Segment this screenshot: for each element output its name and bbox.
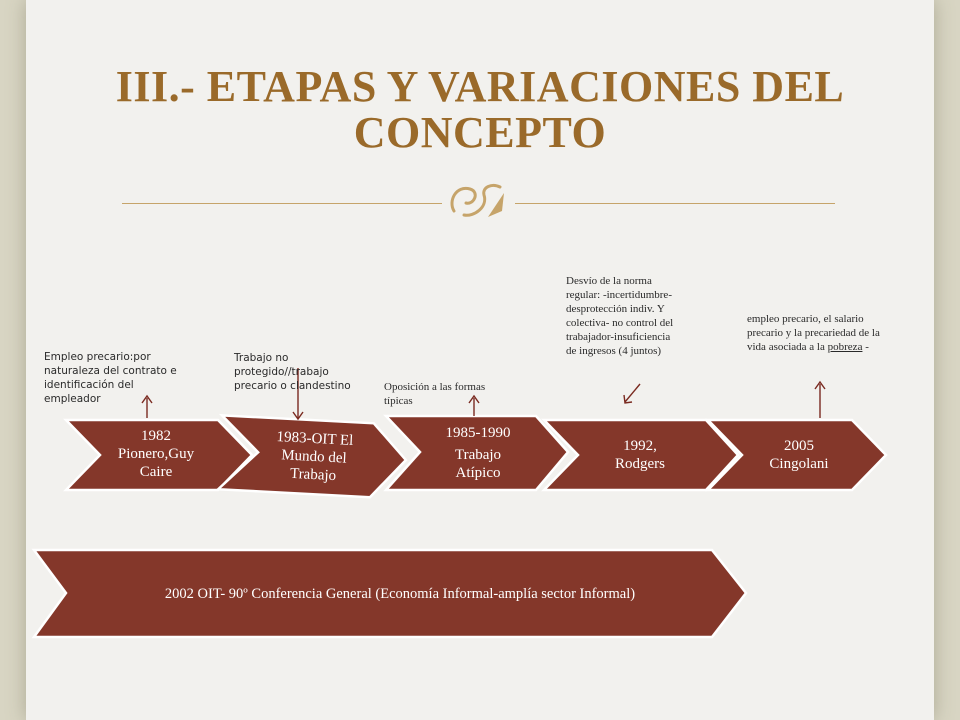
arrow-diag-4 <box>625 384 640 402</box>
note-2005-dash: - <box>862 341 869 353</box>
note-1992-line: de ingresos (4 juntos) <box>566 345 662 357</box>
note-2005 <box>747 312 917 354</box>
chevron-1983-line-1: 1983-OIT El <box>276 429 354 450</box>
chevron-1982-year: 1982 <box>141 428 171 444</box>
chevron-1982-name-2: Caire <box>139 464 173 480</box>
title-line-2: CONCEPTO <box>353 108 607 157</box>
note-1983-line: protegido//trabajo <box>234 366 329 378</box>
chevron-2005-name: Cingolani <box>769 456 829 472</box>
note-1992-line: Desvío de la norma <box>566 275 652 287</box>
note-1983 <box>234 351 379 393</box>
note-1985-line: típicas <box>384 395 413 407</box>
title-line-1: III.- ETAPAS Y VARIACIONES DEL <box>115 62 845 111</box>
chevron-2005-label <box>744 437 854 473</box>
note-2005-underlined-word: pobreza <box>827 341 863 353</box>
chevron-1992-year: 1992, <box>623 438 657 454</box>
chevron-1983-line-2: Mundo del <box>280 447 348 467</box>
note-1985 <box>384 380 524 408</box>
chevron-1992-name: Rodgers <box>615 456 665 472</box>
chevron-1983-line-3: Trabajo <box>289 465 337 485</box>
note-1992-line: regular: -incertidumbre- <box>566 289 672 301</box>
note-2005-line <box>747 340 917 354</box>
note-1982-line: Empleo precario:por <box>44 351 151 363</box>
bottom-bar-label: 2002 OIT- 90º Conferencia General (Economía Informal-amplía sector Informal) <box>164 586 636 602</box>
note-1985-line: Oposición a las formas <box>384 381 486 393</box>
note-1983-line: precario o clandestino <box>234 380 351 392</box>
chevron-1982-label <box>104 427 208 481</box>
note-2005-text: vida asociada a la <box>747 341 828 353</box>
note-1992-line: desprotección indiv. Y <box>566 303 665 315</box>
chevron-1985-line-3: Atípico <box>455 465 501 481</box>
chevron-2005-year: 2005 <box>784 438 814 454</box>
chevron-1992-label <box>580 437 700 473</box>
note-1992 <box>566 274 716 358</box>
chevron-1985-year: 1985-1990 <box>445 425 511 441</box>
note-2005-line: empleo precario, el salario <box>747 313 864 325</box>
note-1992-line: trabajador-insuficiencia <box>566 331 671 343</box>
note-1992-line: colectiva- no control del <box>566 317 674 329</box>
note-1982 <box>44 350 204 406</box>
note-1983-line: Trabajo no <box>234 352 289 364</box>
note-1982-line: identificación del <box>44 379 134 391</box>
note-1982-line: empleador <box>44 393 101 405</box>
chevron-1985-label <box>420 424 536 482</box>
chevron-1983-label <box>257 427 372 487</box>
chevron-1982-name: Pionero,Guy <box>117 446 195 462</box>
note-2005-line: precario y la precariedad de la <box>747 327 880 339</box>
chevron-1985-line-2: Trabajo <box>454 447 502 463</box>
note-1982-line: naturaleza del contrato e <box>44 365 177 377</box>
